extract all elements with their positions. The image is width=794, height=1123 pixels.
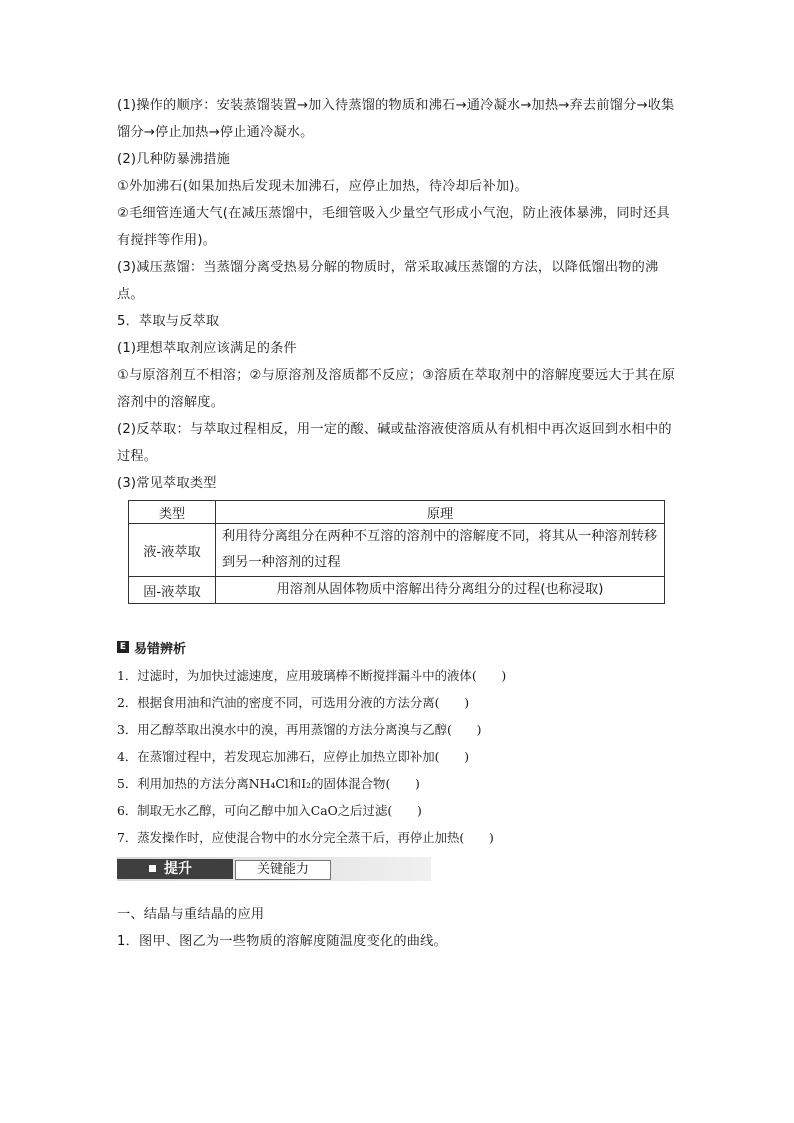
extraction-types-heading: (3)常见萃取类型 <box>117 476 217 491</box>
list-item: 2．根据食用油和汽油的密度不同，可选用分液的方法分离( ) <box>117 695 470 710</box>
mistakes-title: 易错辨析 <box>134 641 187 657</box>
extraction-heading: 5．萃取与反萃取 <box>117 314 220 329</box>
table-header-principle: 原理 <box>216 501 665 524</box>
ideal-extractant-heading: (1)理想萃取剂应该满足的条件 <box>117 341 297 356</box>
table-cell-type: 液-液萃取 <box>129 524 216 577</box>
banner-left-label: 提升 <box>164 861 192 877</box>
document-page <box>117 92 677 955</box>
banner-dark-tab <box>117 859 233 879</box>
back-extraction-paragraph: (2)反萃取：与萃取过程相反，用一定的酸、碱或盐溶液使溶质从有机相中再次返回到水相中的过程。 <box>117 422 672 464</box>
ideal-extractant-paragraph: ①与原溶剂互不相溶；②与原溶剂及溶质都不反应；③溶质在萃取剂中的溶解度要远大于其在原溶剂中的溶解度。 <box>117 368 676 410</box>
square-bullet-icon <box>149 865 156 872</box>
list-item: 4．在蒸馏过程中，若发现忘加沸石，应停止加热立即补加( ) <box>117 749 470 764</box>
capillary-paragraph: ②毛细管连通大气(在减压蒸馏中，毛细管吸入少量空气形成小气泡，防止液体暴沸，同时还具有搅拌等作用)。 <box>117 206 670 248</box>
section-text: 1．图甲、图乙为一些物质的溶解度随温度变化的曲线。 <box>117 934 447 949</box>
table-header-row <box>129 501 665 524</box>
table-header-type: 类型 <box>129 501 216 524</box>
anti-bumping-heading: (2)几种防暴沸措施 <box>117 152 230 167</box>
table-cell-principle: 用溶剂从固体物质中溶解出待分离组分的过程(也称浸取) <box>216 577 665 604</box>
extraction-types-table <box>128 500 665 604</box>
table-row <box>129 524 665 577</box>
section-title: 一、结晶与重结晶的应用 <box>117 907 265 922</box>
boiling-stone-paragraph: ①外加沸石(如果加热后发现未加沸石，应停止加热，待冷却后补加)。 <box>117 179 528 194</box>
banner-right-label: 关键能力 <box>235 860 331 880</box>
mistakes-list <box>117 662 677 851</box>
list-item: 7．蒸发操作时，应使混合物中的水分完全蒸干后，再停止加热( ) <box>117 830 494 845</box>
list-item: 3．用乙醇萃取出溴水中的溴，再用蒸馏的方法分离溴与乙醇( ) <box>117 722 482 737</box>
mistakes-heading <box>117 638 677 656</box>
error-analysis-icon: E <box>117 641 129 653</box>
table-row <box>129 577 665 604</box>
table-cell-principle: 利用待分离组分在两种不互溶的溶剂中的溶解度不同，将其从一种溶剂转移到另一种溶剂的过程 <box>216 524 665 577</box>
list-item: 5．利用加热的方法分离NH₄Cl和I₂的固体混合物( ) <box>117 776 420 791</box>
step-order-paragraph: (1)操作的顺序：安装蒸馏装置→加入待蒸馏的物质和沸石→通冷凝水→加热→弃去前馏分→收集馏分→停止加热→停止通冷凝水。 <box>117 98 675 140</box>
list-item: 6．制取无水乙醇，可向乙醇中加入CaO之后过滤( ) <box>117 803 422 818</box>
list-item: 1．过滤时，为加快过滤速度，应用玻璃棒不断搅拌漏斗中的液体( ) <box>117 668 507 683</box>
table-cell-type: 固-液萃取 <box>129 577 216 604</box>
vacuum-distillation-paragraph: (3)减压蒸馏：当蒸馏分离受热易分解的物质时，常采取减压蒸馏的方法，以降低馏出物的沸点。 <box>117 260 659 302</box>
section-banner <box>117 857 431 881</box>
